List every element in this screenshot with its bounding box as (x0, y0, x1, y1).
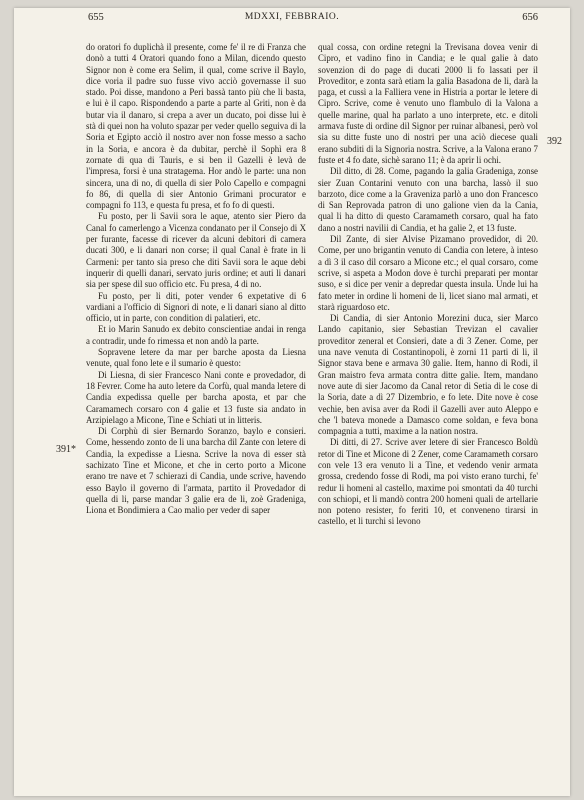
paragraph: Dil Zante, di sier Alvise Pizamano provedidor, di 20. Come, per uno brigantin venuto di Candia con letere, à inteso a dì 3 il caso dil corsaro a Micone etc.; el qual corsaro, come scrive, si aspeta a Modon dove è turchi preparati per montar suso, e si dice per venir a depredar questa insula. Unde lui ha fato meter in ordine li homeni de li, licet siano mal armati, et starà riguardoso etc. (318, 234, 538, 312)
paragraph: Fu posto, per li Savii sora le aque, atento sier Piero da Canal fo camerlengo a Vicenza condanato per il Consejo di X per furante, facesse di ricever da alcuni debitori di camera ducati 300, e li danari non corse; il qual Canal è frate in li Carmeni: per tanto sia preso che diti Savii sora le aque debi inquerir di quelli danari, servato juris ordine; et auti li danari sia per spese dil suo officio etc. Fu presa, 4 di no. (86, 211, 306, 290)
margin-note-left: 391* (56, 444, 76, 455)
paragraph: Sopravene letere da mar per barche aposta da Liesna venute, qual fono lete e il sumario è questo: (86, 347, 306, 369)
page-number-right: 656 (522, 12, 538, 23)
paragraph: qual cossa, con ordine retegni la Trevisana dovea venir di Cipro, et vadino fino in Candia; e le qual galie à dato sovenzion di do page di ducati 2000 li fo lassati per il Proveditor, e zonta sarà etiam la galia Basadona de li, darà la paga, et cussì a la Falliera vene in Histria a portar le letere di Cipro. Scrive, come è venuto uno flambulo di la Valona a quelle marine, qual ha parlato a uno interprete, etc. e ditoli armava fuste di ordine dil Signor per ruinar albanesi, però vol sia su ditte fuste uno di nostri per una aciò diecese quali erano subditi di la Signoria nostra. Scrive, a la Valona erano 7 fuste et 4 fo date, sichè sarano 11; è da aprir li ochi. (318, 42, 538, 165)
book-page (14, 8, 570, 796)
paragraph: Di ditti, di 27. Scrive aver letere di sier Francesco Boldù retor di Tine et Micone di 2 Zener, come Caramameth corsaro con vele 13 era venuto li a Tine, et vedendo venir armata grossa, credendo fosse di Rodi, ma poi visto erano turchi, fe' redur li homeni al castello, maxime poi smontati da 40 turchi con schiopi, et li mandò contra 200 homeni quali de artellarie non poteno resister, fo feriti 10, et conveneno tirarsi in castello, et li turchi si levono (318, 437, 538, 527)
paragraph: Di Liesna, di sier Francesco Nani conte e provedador, di 18 Fevrer. Come ha auto letere da Corfù, qual manda letere di Candia expedissa quelle per barcha aposta, et par che Caramamech corsaro con 4 galie et 13 fuste sia andato in Arzipielago a Micone, Tine e Schiati ut in litteris. (86, 369, 306, 425)
paragraph: Et io Marin Sanudo ex debito conscientiae andai in renga a contradir, unde fo rimessa et non andò la parte. (86, 324, 306, 346)
paragraph: Fu posto, per li diti, poter vender 6 expetative di 6 vardiani a l'officio di Signori di note, e li danari siano al ditto officio, ut in parte, con condition di palatieri, etc. (86, 290, 306, 324)
margin-note-right: 392 (547, 136, 562, 147)
right-column (318, 42, 538, 742)
paragraph: Dil ditto, di 28. Come, pagando la galia Gradeniga, zonse sier Zuan Contarini venuto con una barcha, lassò il suo barzoto, dice come a la Graveniza parlò a uno don Francesco di San Reprovada patron di uno galione vien da la Cania, qual li ha ditto di questo Caramameth corsaro, qual ha fato dano a nostri navilii di Candia, et ha galie 2, et 13 fuste. (318, 166, 538, 233)
paragraph: Di Candia, di sier Antonio Morezini duca, sier Marco Lando capitanio, sier Sebastian Trevizan el cavalier proveditor zeneral et Consieri, date a dì 3 Zener. Come, per una nave venuta di Costantinopoli, è zorni 11 parti di li, il Signor stava bene e armava 30 galie. Item, hanno di Rodi, il Gran maistro feva armata contra ditte galie. Item, mandano nove aute di sier Jacomo da Canal retor di Setia di le cose di la Soria, date a dì 27 Dizembrio, e fo lete. Dite nove è cose vechie, ben avisa aver da Rodi il Gazelli aver auto Aleppo e che 'l bateva monede a Damasco come soldan, e feva bona compagnia a tutti, maxime a la nation nostra. (318, 313, 538, 437)
paragraph: Di Corphù di sier Bernardo Soranzo, baylo e consieri. Come, hessendo zonto de li una barcha dil Zante con letere di Candia, la expedisse a Liesna. Scrive la nova di esser stà sachizato Tine et Micone, et che in certo porto a Micone erano tre nave et 7 schierazi di Candia, unde scrive, havendo esso Baylo il governo di l'armata, partito il Provedador di quella di li, parse mandar 3 galie era de li, zoè Gradeniga, Liona et Bondimiera a Cao malio per veder di saper (86, 426, 306, 516)
running-title: MDXXI, FEBBRAIO. (244, 12, 340, 22)
left-column (86, 42, 306, 742)
page-header (14, 12, 570, 32)
page-number-left: 655 (88, 12, 104, 23)
paragraph: do oratori fo duplichà il presente, come fe' il re di Franza che donò a tutti 4 Oratori quando fono a Milan, dicendo questo Signor non è come era Selim, il qual, come scrive il Baylo, dice voria il padre suo fusse vivo acciò governasse il suo stado. Poi disse, mandono a Peri bassà tanto più che li basta, e lui è il capo. Rispondendo a parte a parte al Griti, non è da butar via il danaro, si crepa a aver un ducato, poi disse lui è stà di quei non ha voluto spazar per veder quello seguiva di la Soria et Egipto acciò il nostro aver non fosse messo a sacho in la Soria, e ancora è da dubitar, perchè il Sophì era 8 zornate di qua di Tauris, e si ben il Gazelli è levà de l'impresa, forsi è una stratagema. Hor andò le parte: una non sincera, una di no, di quella di sier Polo Capello e compagni fo 86, di quella di sier Antonio Grimani procurator e compagni fo 113, e questa fu presa, et fo fo di questi. (86, 42, 306, 211)
